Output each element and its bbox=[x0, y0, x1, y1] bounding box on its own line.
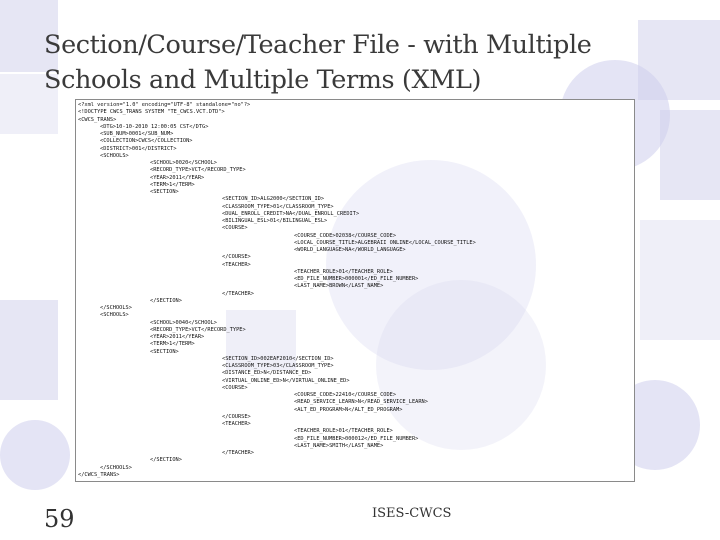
xml-line: <SECTION> bbox=[150, 348, 179, 355]
xml-line: <ED_FILE_NUMBER>000012</ED_FILE_NUMBER> bbox=[294, 435, 419, 442]
xml-line: <DISTANCE_ED>N</DISTANCE_ED> bbox=[222, 370, 312, 377]
xml-line: <ALT_ED_PROGRAM>N</ALT_ED_PROGRAM> bbox=[294, 406, 403, 413]
xml-line: <WORLD_LANGUAGE>NA</WORLD_LANGUAGE> bbox=[294, 247, 406, 253]
xml-line: </COURSE> bbox=[222, 254, 251, 261]
xml-line: <COURSE_CODE>02038</COURSE_CODE> bbox=[294, 232, 397, 239]
xml-line: <SUB_NUM>0001</SUB_NUM> bbox=[100, 131, 174, 137]
background-circle bbox=[0, 420, 70, 490]
xml-line: <!DOCTYPE CWCS_TRANS SYSTEM "TE_CWCS.VCT.DTD"> bbox=[78, 109, 225, 116]
xml-line: <YEAR>2011</YEAR> bbox=[150, 334, 205, 340]
xml-line: <LAST_NAME>SMITH</LAST_NAME> bbox=[294, 442, 384, 449]
xml-line: <READ_SERVICE_LEARN>N</READ_SERVICE_LEARN> bbox=[294, 399, 428, 406]
xml-line: </SCHOOLS> bbox=[100, 305, 132, 311]
footer-text: ISES-CWCS bbox=[372, 506, 452, 521]
xml-line: <CWCS_TRANS> bbox=[78, 116, 117, 123]
background-circle bbox=[376, 280, 546, 450]
xml-line: <SECTION_ID>002EAF2010</SECTION_ID> bbox=[222, 355, 334, 362]
xml-line: </TEACHER> bbox=[222, 450, 254, 456]
xml-line: <SCHOOLS> bbox=[100, 312, 129, 319]
xml-line: </CWCS_TRANS> bbox=[78, 471, 120, 478]
xml-line: <RECORD_TYPE>VCT</RECORD_TYPE> bbox=[150, 326, 246, 333]
xml-line: </SCHOOLS> bbox=[100, 464, 132, 471]
xml-line: <CLASSROOM_TYPE>03</CLASSROOM_TYPE> bbox=[222, 363, 334, 369]
xml-line: <TERM>1</TERM> bbox=[150, 341, 195, 348]
xml-line: <RECORD_TYPE>VCT</RECORD_TYPE> bbox=[150, 167, 246, 174]
xml-line: <SCHOOL>0020</SCHOOL> bbox=[150, 160, 217, 166]
page-number: 59 bbox=[44, 505, 75, 533]
xml-line: <CLASSROOM_TYPE>01</CLASSROOM_TYPE> bbox=[222, 203, 334, 210]
xml-line: </SECTION> bbox=[150, 297, 182, 304]
xml-line: <SCHOOL>0040</SCHOOL> bbox=[150, 319, 217, 326]
background-square bbox=[640, 220, 720, 340]
xml-line: <COURSE> bbox=[222, 384, 248, 391]
xml-line: <COLLECTION>CWCS</COLLECTION> bbox=[100, 138, 193, 145]
xml-line: <SECTION_ID>ALG2000</SECTION_ID> bbox=[222, 196, 325, 203]
xml-line: <ED_FILE_NUMBER>000001</ED_FILE_NUMBER> bbox=[294, 276, 419, 282]
xml-line: <TEACHER> bbox=[222, 421, 251, 427]
title-line-1: Section/Course/Teacher File - with Multiple bbox=[44, 30, 592, 60]
xml-line: <BILINGUAL_ESL>01</BILINGUAL_ESL> bbox=[222, 218, 328, 224]
xml-line: </TEACHER> bbox=[222, 290, 254, 297]
xml-line: <YEAR>2011</YEAR> bbox=[150, 174, 205, 181]
title-line-2: Schools and Multiple Terms (XML) bbox=[44, 65, 482, 95]
xml-line: <TEACHER_ROLE>01</TEACHER_ROLE> bbox=[294, 428, 393, 435]
xml-line: <TEACHER> bbox=[222, 261, 251, 268]
background-square bbox=[0, 300, 58, 400]
xml-line: <DUAL_ENROLL_CREDIT>NA</DUAL_ENROLL_CREDIT> bbox=[222, 210, 360, 217]
xml-line: <TEACHER_ROLE>01</TEACHER_ROLE> bbox=[294, 268, 393, 275]
xml-line: <VIRTUAL_ONLINE_ED>N</VIRTUAL_ONLINE_ED> bbox=[222, 377, 350, 384]
xml-line: <LAST_NAME>BROWN</LAST_NAME> bbox=[294, 283, 384, 290]
xml-line: </COURSE> bbox=[222, 413, 251, 420]
xml-line: <SCHOOLS> bbox=[100, 152, 129, 159]
xml-line: <?xml version="1.0" encoding="UTF-8" standalone="no"?> bbox=[78, 102, 251, 108]
xml-line: <DISTRICT>001</DISTRICT> bbox=[100, 145, 177, 152]
xml-line: <DTG>10-10-2010 12:00:05 CST</DTG> bbox=[100, 123, 209, 130]
xml-code-box bbox=[75, 99, 635, 482]
slide-title bbox=[44, 28, 684, 98]
xml-line: <COURSE> bbox=[222, 225, 248, 232]
xml-line: </SECTION> bbox=[150, 457, 182, 464]
xml-line: <SECTION> bbox=[150, 189, 179, 195]
xml-line: <LOCAL_COURSE_TITLE>ALGEBRAII ONLINE</LOCAL_COURSE_TITLE> bbox=[294, 239, 476, 246]
xml-line: <TERM>1</TERM> bbox=[150, 181, 195, 188]
xml-line: <COURSE_CODE>22410</COURSE_CODE> bbox=[294, 392, 397, 398]
